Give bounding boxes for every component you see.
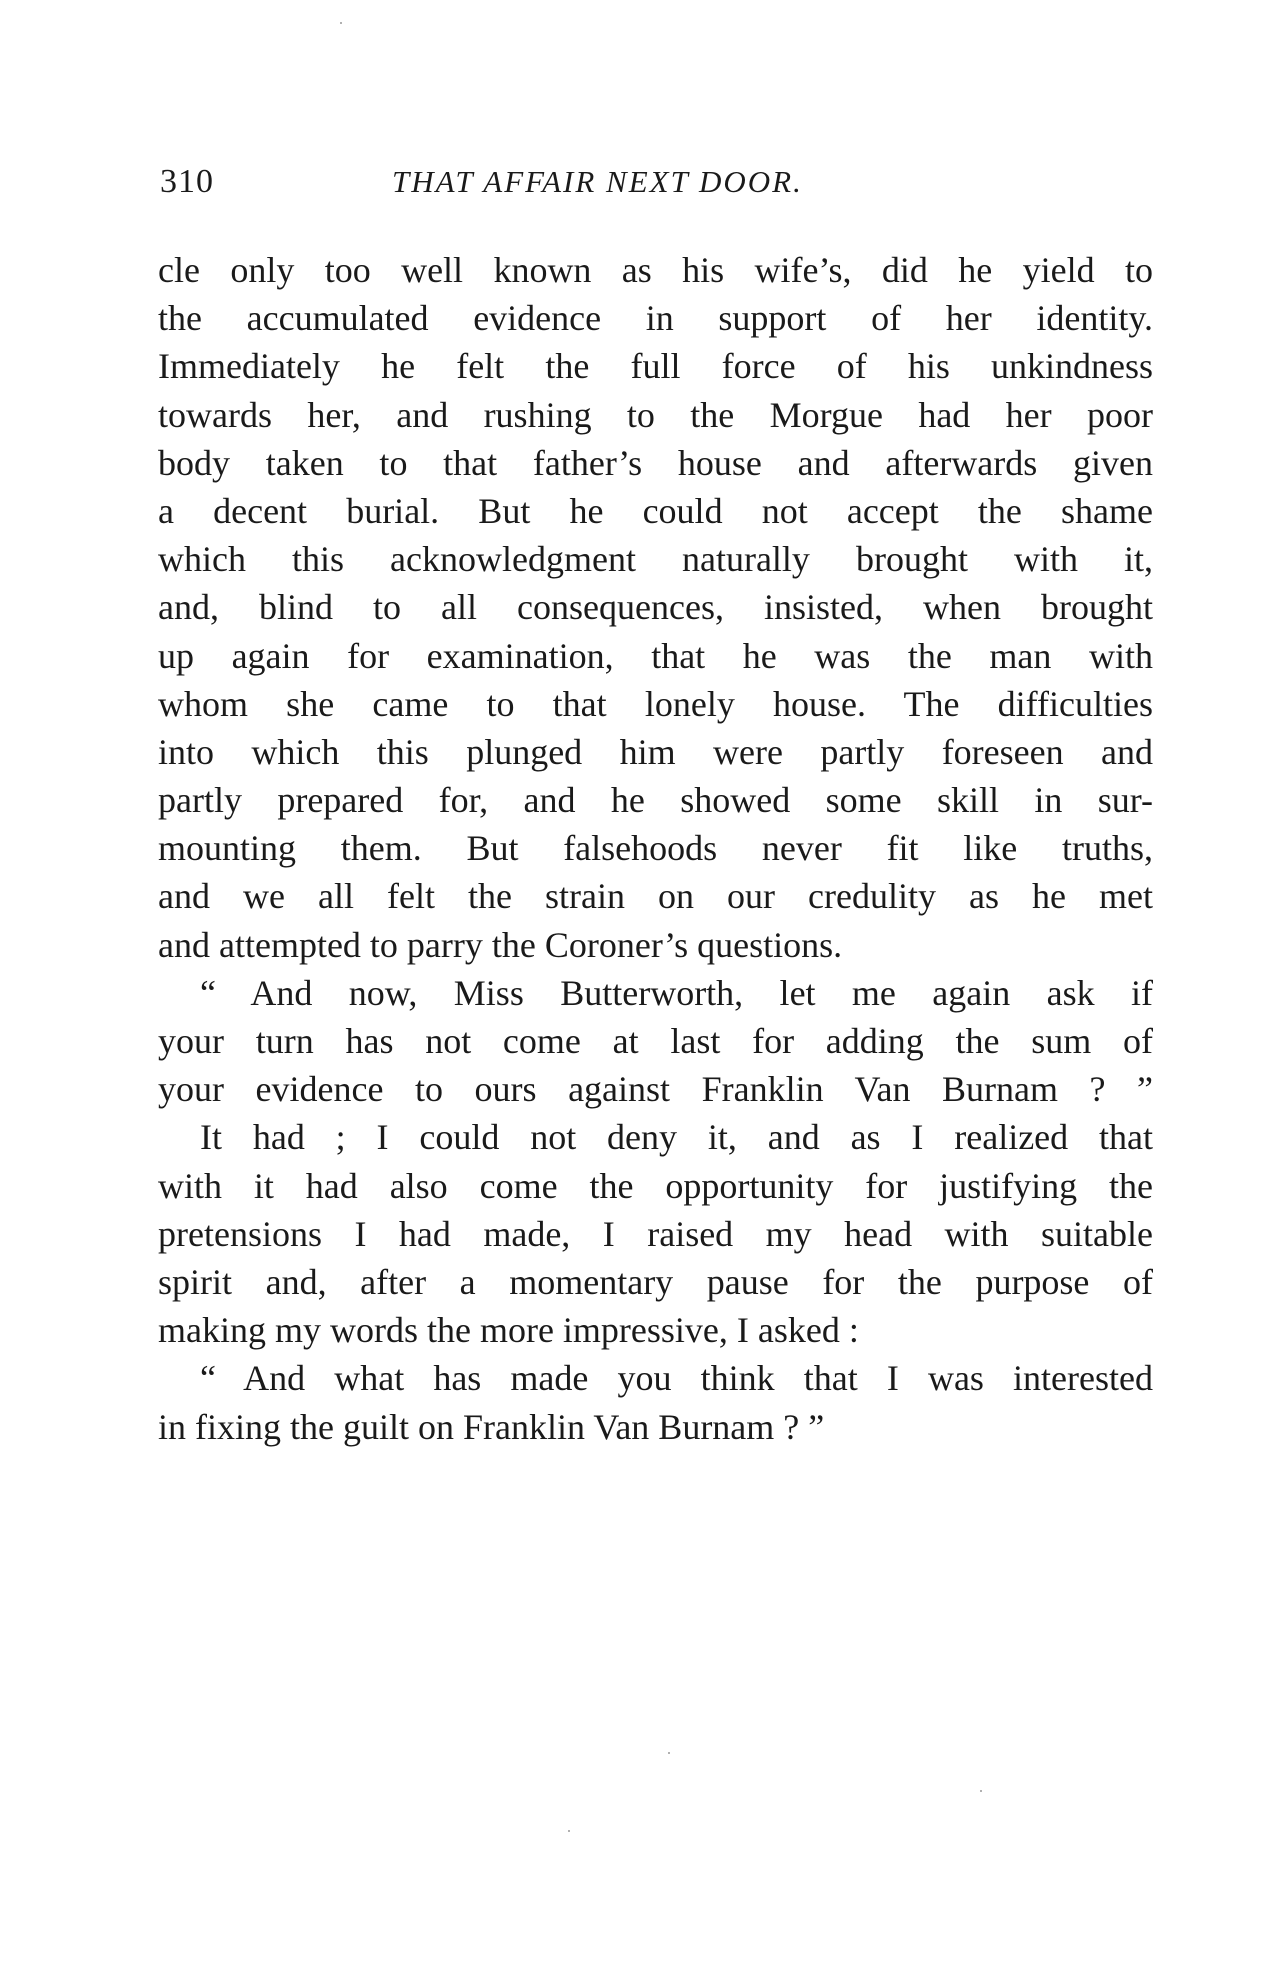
text-line: and attempted to parry the Coroner’s questions. [158,924,843,965]
text-line: whom she came to that lonely house. The difficulties [158,683,1153,724]
paper-speck [568,1830,570,1832]
text-line: up again for examination, that he was the man with [158,635,1153,676]
text-line: with it had also come the opportunity for justifying the [158,1165,1153,1206]
text-line: a decent burial. But he could not accept the shame [158,490,1153,531]
paper-speck [340,22,342,24]
text-line: cle only too well known as his wife’s, did he yield to [158,250,1153,290]
text-line: in fixing the guilt on Franklin Van Burnam ? ” [158,1406,825,1447]
text-line: into which this plunged him were partly foreseen and [158,731,1153,772]
text-line: which this acknowledgment naturally brought with it, [158,539,1153,580]
text-line: body taken to that father’s house and afterwards given [158,442,1153,483]
text-line: making my words the more impressive, I asked : [158,1310,859,1351]
text-line: your turn has not come at last for adding the sum of [158,1021,1153,1061]
text-line: your evidence to ours against Franklin Van Burnam ? ” [158,1069,1153,1110]
text-line: towards her, and rushing to the Morgue had her poor [158,394,1153,435]
paper-speck [668,1752,670,1754]
text-line: the accumulated evidence in support of her identity. [158,298,1153,339]
page-header [160,160,1160,210]
paper-speck [980,1790,982,1792]
running-title: THAT AFFAIR NEXT DOOR. [392,164,803,199]
text-line: It had ; I could not deny it, and as I realized that [200,1117,1153,1158]
body-text [158,246,1153,1451]
text-line: partly prepared for, and he showed some skill in sur- [158,780,1153,821]
text-line: Immediately he felt the full force of his unkindness [158,346,1153,387]
text-line: and we all felt the strain on our credulity as he met [158,876,1153,917]
text-line: “ And what has made you think that I was interested [200,1358,1153,1399]
text-line: pretensions I had made, I raised my head with suitable [158,1213,1153,1254]
text-line: spirit and, after a momentary pause for the purpose of [158,1261,1153,1302]
text-line: and, blind to all consequences, insisted, when brought [158,587,1153,628]
page-number: 310 [160,163,214,200]
text-line: “ And now, Miss Butterworth, let me again ask if [200,972,1153,1013]
text-line: mounting them. But falsehoods never fit like truths, [158,828,1153,869]
